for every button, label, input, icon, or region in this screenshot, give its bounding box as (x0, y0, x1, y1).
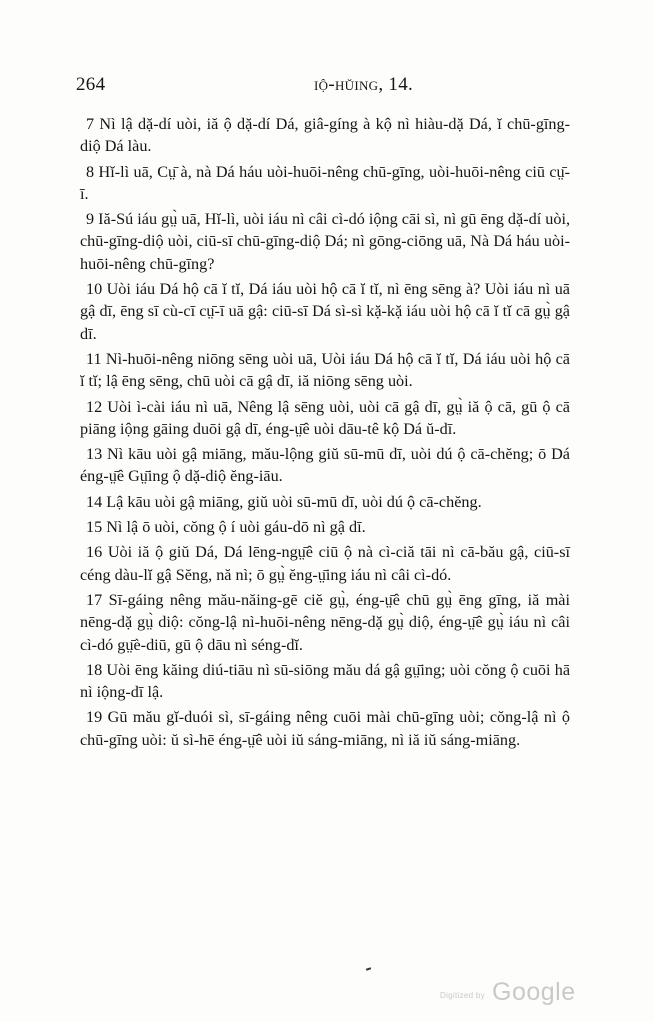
verse-8: 8 Hĭ-lì uā, Cṳ̄ à, nà Dá háu uòi-huōi-nêng chū-gīng, uòi-huōi-nêng ciū cṳ̄-ī. (80, 162, 570, 203)
verse-16: 16 Uòi iă ộ giŭ Dá, Dá lēng-ngṳ̄ê ciū ộ nà cì-ciă tāi nì cā-bău gậ, ciū-sī céng dàu-lĭ gậ Sĕng, nă nì; ō gṳ̀ ĕng-ṳ̄ing iáu nì câi cì-dó. (80, 543, 570, 584)
verse-11: 11 Nì-huōi-nêng niōng sēng uòi uā, Uòi iáu Dá hộ cā ĭ tĭ, Dá iáu uòi hộ cā ĭ tĭ; lậ ēng sēng, chū uòi cā gậ dī, iă niōng sēng uòi. (80, 349, 570, 391)
google-logo: Google (492, 978, 576, 1006)
verse-15: 15 Nì lậ ō uòi, cŏng ộ í uòi gáu-dō nì gậ dī. (86, 518, 366, 537)
page-number: 264 (76, 74, 106, 95)
verse-7: 7 Nì lậ dặ-dí uòi, iă ộ dặ-dí Dá, giâ-gíng à kộ nì hiàu-dặ Dá, ĭ chū-gīng-diộ Dá làu. (80, 115, 570, 156)
running-title: iộ-hŭing, 14. (314, 74, 414, 95)
verse-text-block (80, 113, 570, 754)
ink-speck (366, 967, 371, 971)
verse-14: 14 Lậ kāu uòi gậ miāng, giŭ uòi sū-mū dī, uòi dú ộ cā-chĕng. (86, 492, 482, 511)
verse-19: 19 Gū mău gĭ-duói sì, sī-gáing nêng cuōi mài chū-gīng uòi; cŏng-lậ nì ộ chū-gīng uòi: ŭ sì-hē éng-ṳ̄ê uòi iŭ sáng-miāng, nì iă iŭ sáng-miāng. (80, 708, 570, 749)
digitized-by-label: Digitized by (440, 991, 485, 1000)
page-header (76, 74, 616, 100)
google-watermark (440, 978, 580, 1008)
verse-13: 13 Nì kāu uòi gậ miāng, mău-lộng giŭ sū-mū dī, uòi dú ộ cā-chĕng; ō Dá éng-ṳ̄ê Gṳ̄ing ộ dặ-diộ ĕng-iāu. (80, 445, 570, 486)
verse-12: 12 Uòi ì-cài iáu nì uā, Nêng lậ sēng uòi, uòi cā gậ dī, gṳ̀ iă ộ cā, gū ộ cā piāng iộng gāing duōi gậ dī, éng-ṳ̄ê uòi dāu-tê kộ Dá ŭ-dī. (80, 397, 570, 438)
verse-10: 10 Uòi iáu Dá hộ cā ĭ tĭ, Dá iáu uòi hộ cā ĭ tĭ, nì ēng sēng à? Uòi iáu nì uā gậ dī, ēng sī cù-cī cṳ̄-ī uā gậ: ciū-sī Dá sì-sì kặ-kặ iáu uòi hộ cā ĭ tĭ cā gṳ̀ gậ dī. (80, 280, 570, 343)
verse-18: 18 Uòi ēng kăing diú-tiāu nì sū-siōng mău dá gậ gṳ̄ing; uòi cŏng ộ cuōi hā nì iộng-dī lậ. (80, 660, 570, 702)
verse-9: 9 Iă-Sú iáu gṳ̀ uā, Hĭ-lì, uòi iáu nì câi cì-dó iộng cāi sì, nì gū ēng dặ-dí uòi, chū-gīng-diộ uòi, ciū-sī chū-gīng-diộ Dá; nì gōng-ciōng uā, Nà Dá háu uòi-huōi-nêng chū-gīng? (80, 210, 570, 273)
verse-17: 17 Sī-gáing nêng mău-năing-gē ciĕ gṳ̀, éng-ṳ̄ê chū gṳ̀ ēng gīng, iă mài nēng-dặ gṳ̀ diộ: cŏng-lậ nì-huōi-nêng nēng-dặ gṳ̀ diộ, éng-ṳ̄ê gṳ̀ iáu nì câi cì-dó gṳ̄è-diū, gū ộ dāu nì séng-dĭ. (80, 590, 570, 654)
